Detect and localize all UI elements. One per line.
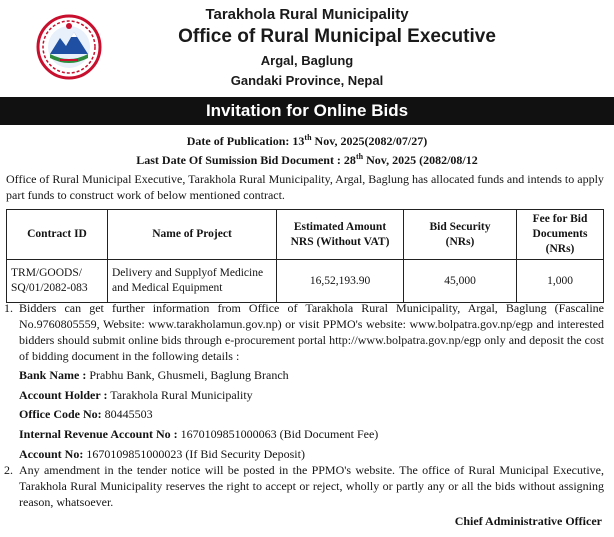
bank-name: Bank Name : Prabhu Bank, Ghusmeli, Baglung Branch xyxy=(19,368,289,382)
signature-title: Chief Administrative Officer xyxy=(454,514,602,528)
submission-deadline: Last Date Of Sumission Bid Document : 28th Nov, 2025 (2082/08/12 xyxy=(136,152,478,167)
header-contract-id: Contract ID xyxy=(7,210,108,260)
notice-title-banner: Invitation for Online Bids xyxy=(0,97,614,125)
note-2-text: Any amendment in the tender notice will be posted in the PPMO's website. The office of Rural Municipal Executive, Tarakhola Rural Municipality reserves the right to accept or reject, wholly or partly any or all the bids without assigning reason, whatsoever. xyxy=(19,463,604,509)
note-1-number: 1. xyxy=(4,301,13,315)
cell-security: 45,000 xyxy=(404,260,517,303)
header-estimated-amount: Estimated Amount NRS (Without VAT) xyxy=(277,210,404,260)
note-1-text: Bidders can get further information from Office of Tarakhola Rural Municipality, Argal, Baglung (Fascaline No.9760805559, Website: www.tarakholamun.gov.np) or visit PPMO's website: www.bolpatra.gov.np/egp and interested bidders should submit online bids through e-procurement portal http://www.bolpatra.gov.np/egp only and deposit the cost of bidding document in the following details : xyxy=(19,301,604,363)
municipality-name: Tarakhola Rural Municipality xyxy=(205,6,409,23)
header-bid-security: Bid Security (NRs) xyxy=(404,210,517,260)
letterhead xyxy=(0,0,614,96)
cell-fee: 1,000 xyxy=(517,260,604,303)
intro-paragraph: Office of Rural Municipal Executive, Tarakhola Rural Municipality, Argal, Baglung has allocated funds and intends to apply part funds to construct work of below mentioned contract. xyxy=(6,172,604,202)
note-1 xyxy=(4,300,604,364)
cell-project: Delivery and Supplyof Medicine and Medical Equipment xyxy=(108,260,277,303)
note-2 xyxy=(4,462,604,510)
table-row xyxy=(7,260,604,303)
account-holder: Account Holder : Tarakhola Rural Municipality xyxy=(19,388,253,402)
cell-amount: 16,52,193.90 xyxy=(277,260,404,303)
office-code: Office Code No: 80445503 xyxy=(19,407,153,421)
internal-revenue-account: Internal Revenue Account No : 1670109851000063 (Bid Document Fee) xyxy=(19,427,379,441)
bid-table xyxy=(6,209,604,303)
province: Gandaki Province, Nepal xyxy=(230,73,384,88)
table-header-row xyxy=(7,210,604,260)
office-title: Office of Rural Municipal Executive xyxy=(178,26,496,47)
cell-contract-id: TRM/GOODS/ SQ/01/2082-083 xyxy=(7,260,108,303)
header-fee: Fee for Bid Documents (NRs) xyxy=(517,210,604,260)
note-2-number: 2. xyxy=(4,463,13,477)
publication-date: Date of Publication: 13th Nov, 2025(2082/07/27) xyxy=(186,133,428,148)
office-location: Argal, Baglung xyxy=(260,53,354,68)
account-number: Account No: 1670109851000023 (If Bid Security Deposit) xyxy=(19,447,305,461)
header-project: Name of Project xyxy=(108,210,277,260)
